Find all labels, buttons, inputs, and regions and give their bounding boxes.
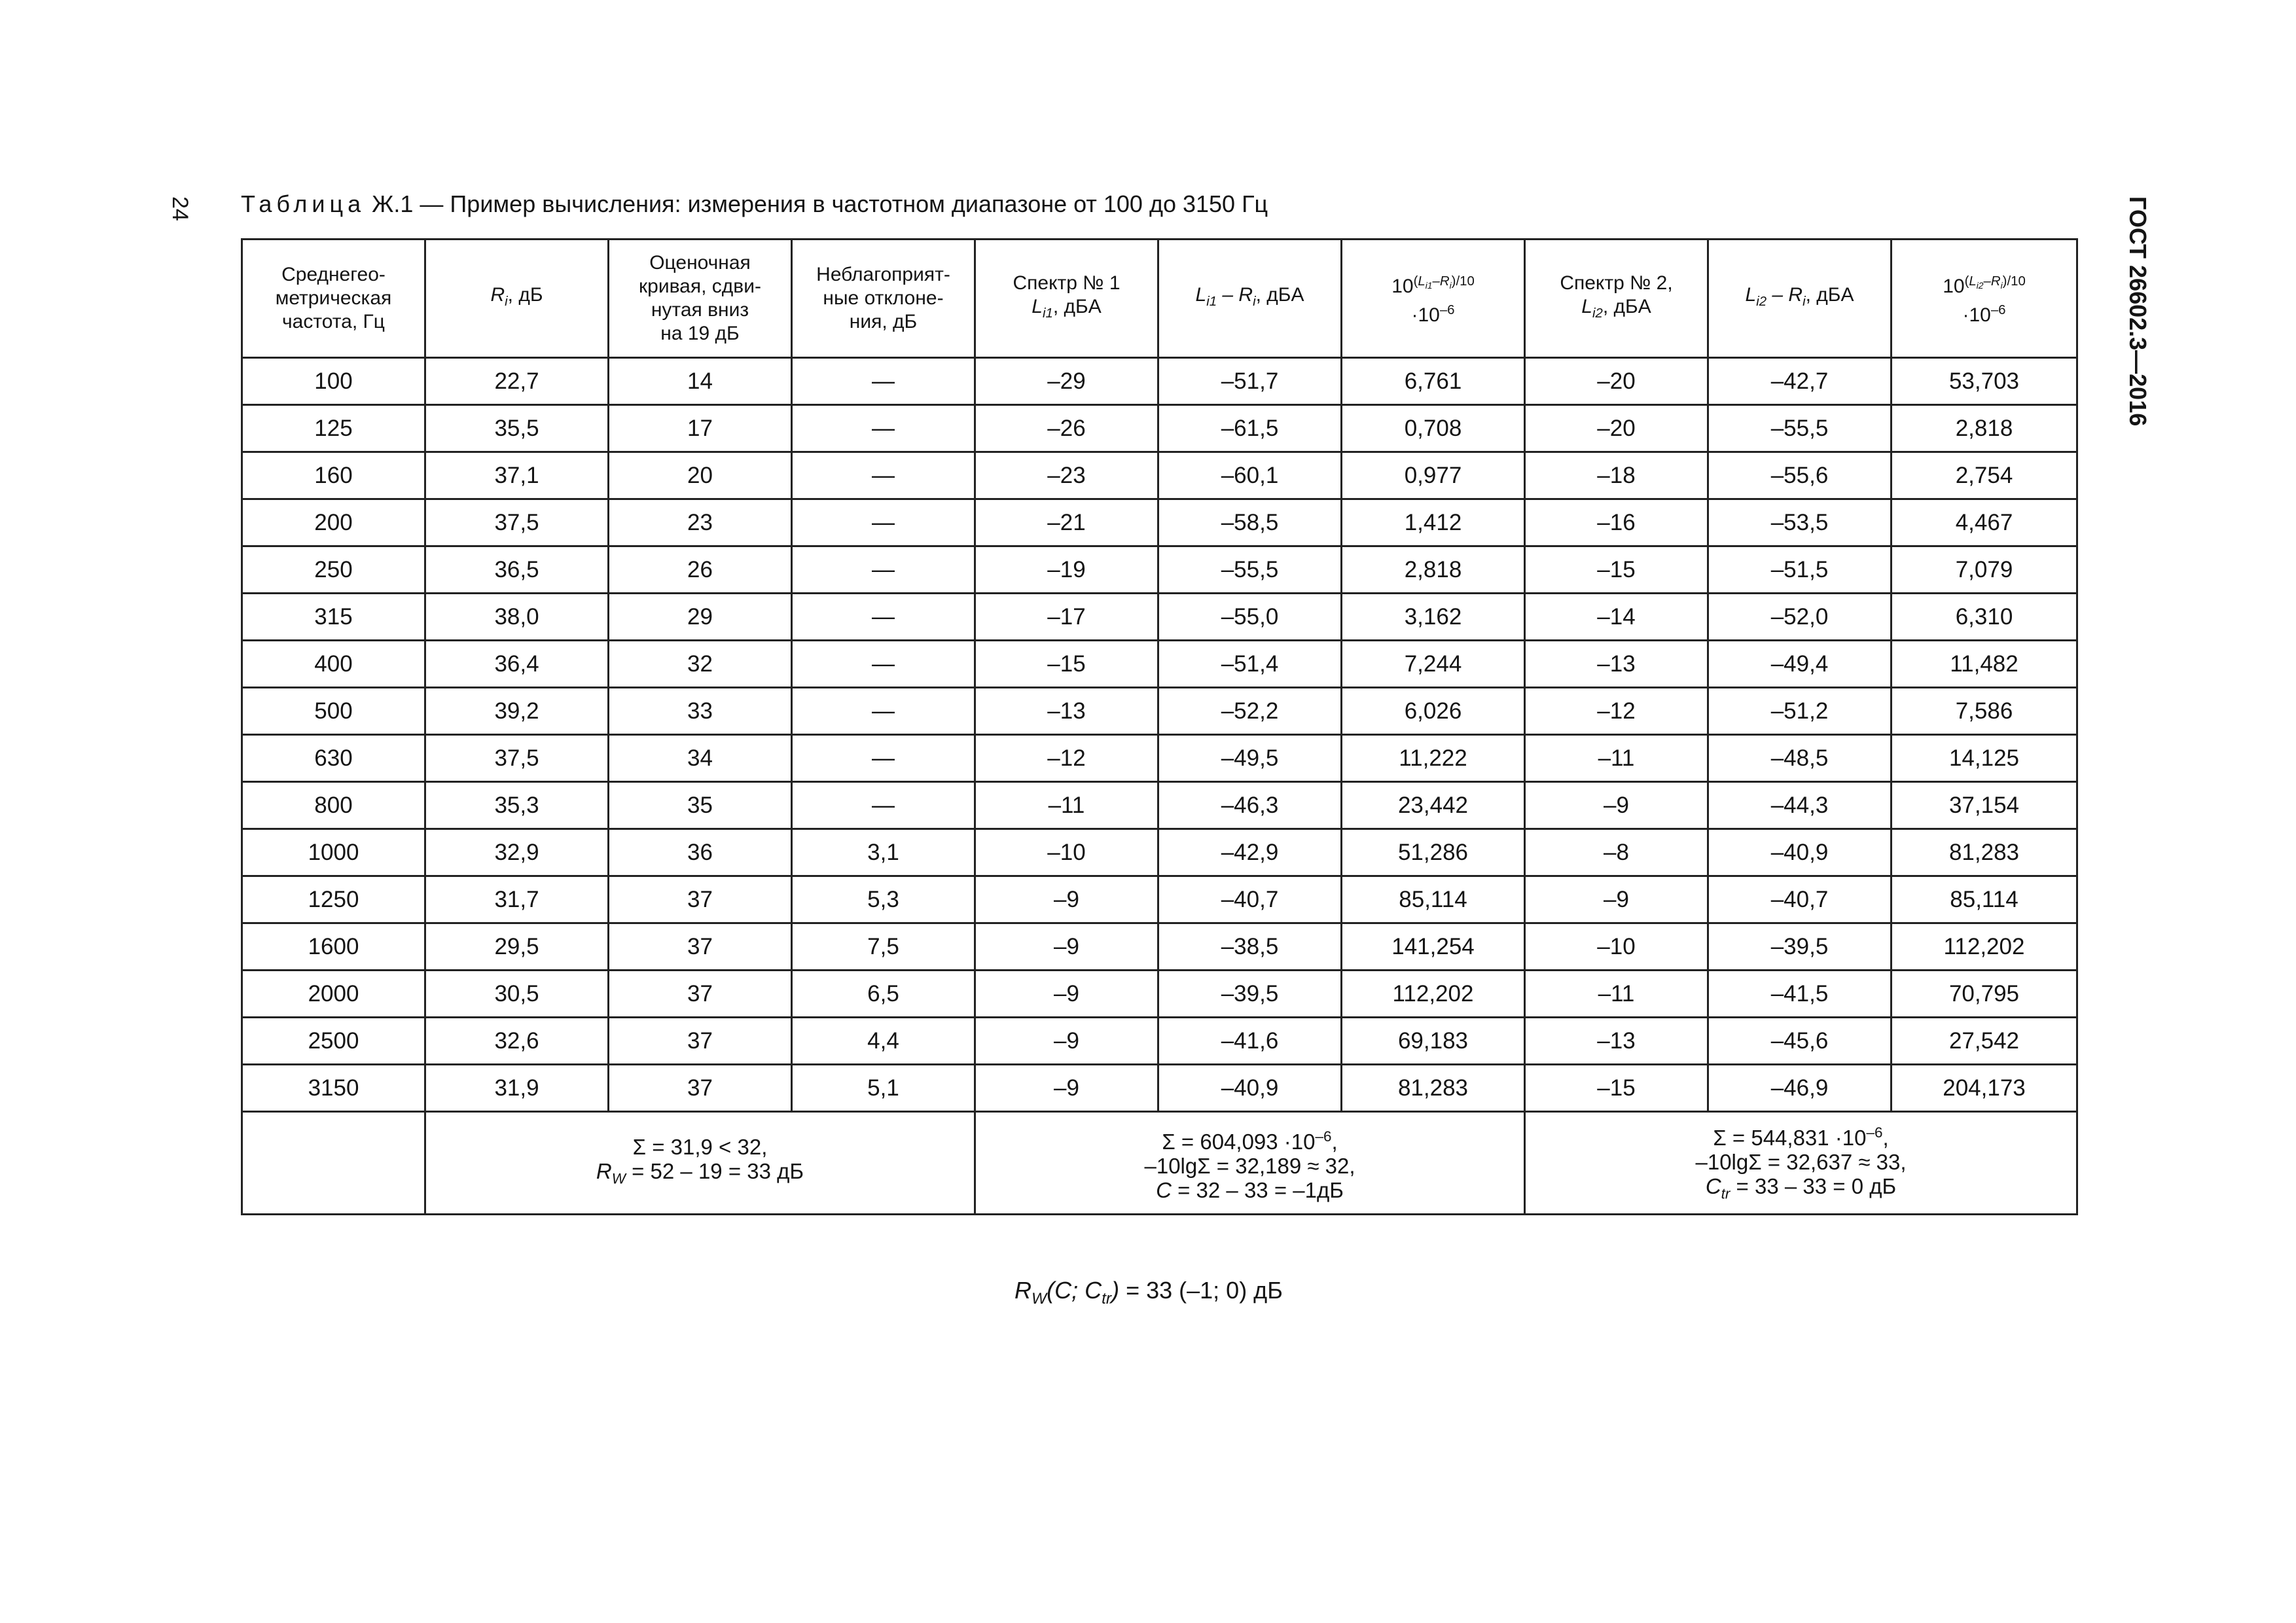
cell-power-1: 11,222 [1342,735,1525,782]
cell-li1-minus-ri: –41,6 [1158,1018,1342,1065]
header-row [242,240,2077,358]
cell-spectrum-1: –11 [975,782,1158,829]
cell-frequency: 1000 [242,829,425,876]
table-row [242,876,2077,923]
cell-li2-minus-ri: –42,7 [1708,358,1892,405]
cell-ri: 36,4 [425,641,609,688]
cell-power-2: 11,482 [1892,641,2077,688]
cell-spectrum-1: –13 [975,688,1158,735]
cell-li1-minus-ri: –42,9 [1158,829,1342,876]
cell-deviation: 7,5 [792,923,975,971]
cell-li2-minus-ri: –53,5 [1708,499,1892,546]
cell-frequency: 500 [242,688,425,735]
cell-frequency: 2500 [242,1018,425,1065]
cell-power-2: 4,467 [1892,499,2077,546]
cell-power-2: 2,754 [1892,452,2077,499]
cell-li2-minus-ri: –52,0 [1708,594,1892,641]
cell-reference-curve: 37 [609,971,792,1018]
cell-frequency: 630 [242,735,425,782]
cell-li2-minus-ri: –45,6 [1708,1018,1892,1065]
cell-spectrum-2: –16 [1525,499,1708,546]
cell-deviation: — [792,499,975,546]
summary-rw: Σ = 31,9 < 32, $R_W = 52 - 19 = 33$ дБ [425,1112,975,1215]
cell-reference-curve: 17 [609,405,792,452]
cell-li1-minus-ri: –40,7 [1158,876,1342,923]
cell-frequency: 1250 [242,876,425,923]
cell-power-1: 51,286 [1342,829,1525,876]
cell-spectrum-1: –29 [975,358,1158,405]
caption-label: Таблица [241,190,366,217]
cell-spectrum-1: –9 [975,923,1158,971]
cell-deviation: 6,5 [792,971,975,1018]
cell-reference-curve: 34 [609,735,792,782]
cell-ri: 37,5 [425,735,609,782]
table-row [242,735,2077,782]
table-row [242,641,2077,688]
cell-spectrum-2: –11 [1525,735,1708,782]
cell-spectrum-1: –17 [975,594,1158,641]
table-row [242,499,2077,546]
cell-spectrum-2: –20 [1525,358,1708,405]
cell-li1-minus-ri: –55,0 [1158,594,1342,641]
cell-deviation: — [792,594,975,641]
cell-deviation: 4,4 [792,1018,975,1065]
cell-ri: 37,1 [425,452,609,499]
cell-spectrum-2: –13 [1525,641,1708,688]
cell-li2-minus-ri: –51,2 [1708,688,1892,735]
cell-ri: 22,7 [425,358,609,405]
cell-deviation: 5,3 [792,876,975,923]
cell-deviation: 3,1 [792,829,975,876]
cell-power-2: 7,079 [1892,546,2077,594]
table-row [242,923,2077,971]
header-spectrum-2: Спектр № 2, $L_{i2}$, дБA [1525,240,1708,358]
cell-spectrum-2: –14 [1525,594,1708,641]
cell-reference-curve: 37 [609,1018,792,1065]
summary-empty-cell [242,1112,425,1215]
cell-power-1: 81,283 [1342,1065,1525,1112]
cell-spectrum-1: –23 [975,452,1158,499]
cell-li1-minus-ri: –39,5 [1158,971,1342,1018]
cell-power-2: 14,125 [1892,735,2077,782]
cell-spectrum-2: –13 [1525,1018,1708,1065]
cell-spectrum-2: –10 [1525,923,1708,971]
cell-power-1: 1,412 [1342,499,1525,546]
cell-ri: 36,5 [425,546,609,594]
cell-spectrum-1: –26 [975,405,1158,452]
summary-spectrum-1: $\Sigma = 604,093 \cdot 10^{-6}$, –10lgΣ = 32,189 ≈ 32, C = 32 – 33 = –1дБ [975,1112,1525,1215]
cell-frequency: 3150 [242,1065,425,1112]
cell-power-1: 6,026 [1342,688,1525,735]
cell-frequency: 250 [242,546,425,594]
header-reference-curve: Оценочная кривая, сдви- нутая вниз на 19 дБ [609,240,792,358]
cell-ri: 38,0 [425,594,609,641]
cell-li1-minus-ri: –52,2 [1158,688,1342,735]
cell-reference-curve: 23 [609,499,792,546]
cell-spectrum-1: –12 [975,735,1158,782]
table-row [242,358,2077,405]
cell-li2-minus-ri: –51,5 [1708,546,1892,594]
cell-power-2: 7,586 [1892,688,2077,735]
cell-frequency: 100 [242,358,425,405]
cell-spectrum-2: –9 [1525,782,1708,829]
cell-deviation: — [792,358,975,405]
cell-ri: 29,5 [425,923,609,971]
summary-row [242,1112,2077,1215]
summary-spectrum-2: $\Sigma = 544,831 \cdot 10^{-6}$, –10lgΣ = 32,637 ≈ 33, $C_{tr} = 33 - 33 = 0$ дБ [1525,1112,2077,1215]
cell-spectrum-1: –9 [975,971,1158,1018]
table-row [242,688,2077,735]
cell-ri: 37,5 [425,499,609,546]
cell-power-1: 112,202 [1342,971,1525,1018]
cell-frequency: 315 [242,594,425,641]
cell-power-2: 6,310 [1892,594,2077,641]
cell-ri: 30,5 [425,971,609,1018]
cell-spectrum-2: –15 [1525,1065,1708,1112]
cell-frequency: 2000 [242,971,425,1018]
cell-frequency: 160 [242,452,425,499]
cell-ri: 39,2 [425,688,609,735]
page-number: 24 [168,196,192,221]
cell-reference-curve: 36 [609,829,792,876]
cell-li2-minus-ri: –55,5 [1708,405,1892,452]
result-formula: $R_W(C$; $C_{tr}) = 33$ (–1; 0) дБ [1014,1277,1283,1308]
cell-spectrum-1: –9 [975,1018,1158,1065]
cell-reference-curve: 29 [609,594,792,641]
table-body [242,358,2077,1112]
table-caption [241,190,1268,219]
cell-li1-minus-ri: –51,7 [1158,358,1342,405]
cell-reference-curve: 37 [609,876,792,923]
cell-li1-minus-ri: –46,3 [1158,782,1342,829]
cell-li2-minus-ri: –48,5 [1708,735,1892,782]
cell-li2-minus-ri: –40,7 [1708,876,1892,923]
cell-spectrum-2: –20 [1525,405,1708,452]
cell-li2-minus-ri: –39,5 [1708,923,1892,971]
cell-li1-minus-ri: –61,5 [1158,405,1342,452]
cell-power-2: 53,703 [1892,358,2077,405]
cell-power-2: 2,818 [1892,405,2077,452]
cell-li1-minus-ri: –55,5 [1158,546,1342,594]
cell-ri: 31,7 [425,876,609,923]
cell-ri: 32,6 [425,1018,609,1065]
table-row [242,829,2077,876]
cell-deviation: — [792,641,975,688]
cell-li2-minus-ri: –40,9 [1708,829,1892,876]
cell-spectrum-1: –10 [975,829,1158,876]
header-frequency: Среднегео- метрическая частота, Гц [242,240,425,358]
cell-power-2: 112,202 [1892,923,2077,971]
cell-spectrum-1: –21 [975,499,1158,546]
cell-power-2: 37,154 [1892,782,2077,829]
cell-power-1: 2,818 [1342,546,1525,594]
header-power-sum-1: $10^{(L_{i1}-R_i)/10}$ $\cdot 10^{-6}$ [1342,240,1525,358]
cell-reference-curve: 26 [609,546,792,594]
cell-spectrum-2: –9 [1525,876,1708,923]
header-ri: $R_i$, дБ [425,240,609,358]
cell-li1-minus-ri: –51,4 [1158,641,1342,688]
header-spectrum-1: Спектр № 1 $L_{i1}$, дБA [975,240,1158,358]
cell-spectrum-1: –15 [975,641,1158,688]
table-row [242,546,2077,594]
document-id: ГОСТ 26602.3—2016 [2125,196,2151,427]
cell-spectrum-1: –19 [975,546,1158,594]
cell-power-2: 81,283 [1892,829,2077,876]
cell-deviation: — [792,735,975,782]
cell-power-2: 85,114 [1892,876,2077,923]
header-deviations: Неблагоприят- ные отклоне- ния, дБ [792,240,975,358]
cell-li2-minus-ri: –55,6 [1708,452,1892,499]
cell-spectrum-2: –12 [1525,688,1708,735]
cell-power-1: 85,114 [1342,876,1525,923]
table-row [242,782,2077,829]
cell-li1-minus-ri: –38,5 [1158,923,1342,971]
cell-reference-curve: 14 [609,358,792,405]
calculation-table [241,238,2078,1215]
cell-reference-curve: 32 [609,641,792,688]
cell-power-1: 6,761 [1342,358,1525,405]
header-li1-minus-ri: $L_{i1} - R_i$, дБA [1158,240,1342,358]
cell-spectrum-2: –11 [1525,971,1708,1018]
cell-power-2: 204,173 [1892,1065,2077,1112]
table-row [242,452,2077,499]
cell-reference-curve: 35 [609,782,792,829]
header-power-sum-2: $10^{(L_{i2}-R_i)/10}$ $\cdot 10^{-6}$ [1892,240,2077,358]
cell-frequency: 200 [242,499,425,546]
cell-spectrum-1: –9 [975,876,1158,923]
cell-reference-curve: 37 [609,1065,792,1112]
cell-li2-minus-ri: –44,3 [1708,782,1892,829]
cell-spectrum-1: –9 [975,1065,1158,1112]
cell-li2-minus-ri: –46,9 [1708,1065,1892,1112]
caption-text: Ж.1 — Пример вычисления: измерения в частотном диапазоне от 100 до 3150 Гц [365,190,1268,217]
cell-reference-curve: 20 [609,452,792,499]
table-row [242,1018,2077,1065]
cell-frequency: 1600 [242,923,425,971]
cell-li2-minus-ri: –41,5 [1708,971,1892,1018]
cell-li1-minus-ri: –58,5 [1158,499,1342,546]
cell-deviation: — [792,688,975,735]
cell-power-1: 141,254 [1342,923,1525,971]
cell-deviation: — [792,405,975,452]
cell-reference-curve: 37 [609,923,792,971]
cell-reference-curve: 33 [609,688,792,735]
cell-frequency: 400 [242,641,425,688]
cell-li1-minus-ri: –49,5 [1158,735,1342,782]
cell-power-2: 70,795 [1892,971,2077,1018]
table-row [242,594,2077,641]
table-row [242,405,2077,452]
cell-ri: 35,3 [425,782,609,829]
cell-power-1: 0,977 [1342,452,1525,499]
cell-spectrum-2: –8 [1525,829,1708,876]
table-row [242,971,2077,1018]
cell-deviation: — [792,782,975,829]
cell-power-2: 27,542 [1892,1018,2077,1065]
cell-ri: 31,9 [425,1065,609,1112]
header-li2-minus-ri: $L_{i2} - R_i$, дБA [1708,240,1892,358]
cell-ri: 35,5 [425,405,609,452]
cell-power-1: 0,708 [1342,405,1525,452]
cell-deviation: — [792,546,975,594]
cell-ri: 32,9 [425,829,609,876]
cell-power-1: 7,244 [1342,641,1525,688]
cell-power-1: 69,183 [1342,1018,1525,1065]
cell-deviation: 5,1 [792,1065,975,1112]
table-row [242,1065,2077,1112]
cell-deviation: — [792,452,975,499]
cell-frequency: 800 [242,782,425,829]
cell-power-1: 23,442 [1342,782,1525,829]
cell-li1-minus-ri: –60,1 [1158,452,1342,499]
cell-spectrum-2: –18 [1525,452,1708,499]
cell-spectrum-2: –15 [1525,546,1708,594]
cell-li2-minus-ri: –49,4 [1708,641,1892,688]
cell-power-1: 3,162 [1342,594,1525,641]
cell-li1-minus-ri: –40,9 [1158,1065,1342,1112]
cell-frequency: 125 [242,405,425,452]
